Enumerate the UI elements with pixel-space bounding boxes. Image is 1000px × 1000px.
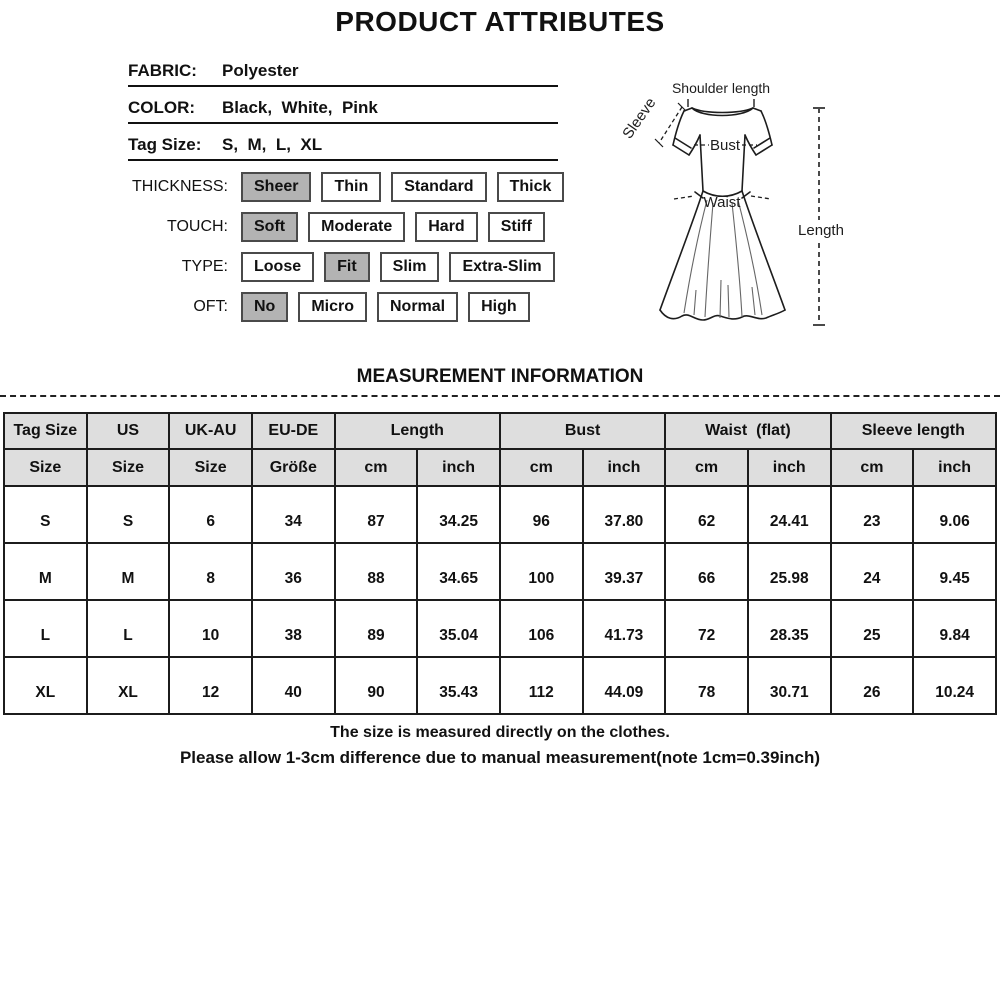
table-cell: S: [87, 486, 170, 543]
table-cell: 25: [831, 600, 914, 657]
sub-header: inch: [417, 449, 500, 486]
table-cell: XL: [87, 657, 170, 714]
tag-size-value: S, M, L, XL: [222, 134, 323, 154]
color-value: Black, White, Pink: [222, 97, 378, 117]
fabric-value: Polyester: [222, 60, 299, 80]
sleeve-label: Sleeve: [619, 94, 660, 143]
table-cell: 36: [252, 543, 335, 600]
type-row: [0, 252, 565, 282]
table-cell: 66: [665, 543, 748, 600]
sub-header: inch: [583, 449, 666, 486]
sub-header: Größe: [252, 449, 335, 486]
sub-header: cm: [335, 449, 418, 486]
chip-slim[interactable]: Slim: [380, 252, 440, 282]
col-header-us: US: [87, 413, 170, 449]
fabric-label: FABRIC:: [128, 60, 197, 80]
sub-header: Size: [4, 449, 87, 486]
chip-soft[interactable]: Soft: [241, 212, 298, 242]
table-cell: 25.98: [748, 543, 831, 600]
sub-header: Size: [87, 449, 170, 486]
measurement-note-2: Please allow 1-3cm difference due to manual measurement(note 1cm=0.39inch): [179, 748, 821, 767]
table-cell: 23: [831, 486, 914, 543]
table-cell: L: [4, 600, 87, 657]
touch-label: TOUCH:: [166, 218, 228, 235]
chip-moderate[interactable]: Moderate: [308, 212, 405, 242]
length-label: Length: [798, 222, 844, 239]
sleeve-tick-bottom: [655, 139, 663, 147]
type-chips: [241, 252, 565, 282]
table-cell: 10: [169, 600, 252, 657]
table-cell: L: [87, 600, 170, 657]
chip-no[interactable]: No: [241, 292, 288, 322]
measurement-section-title: MEASUREMENT INFORMATION: [356, 366, 644, 387]
table-cell: 96: [500, 486, 583, 543]
sub-header: cm: [831, 449, 914, 486]
table-cell: 9.84: [913, 600, 996, 657]
chip-standard[interactable]: Standard: [391, 172, 486, 202]
sub-header: inch: [748, 449, 831, 486]
table-cell: 9.45: [913, 543, 996, 600]
table-cell: 34: [252, 486, 335, 543]
attribute-row-color: [128, 93, 558, 124]
dress-diagram: [610, 75, 870, 340]
chip-extra-slim[interactable]: Extra-Slim: [449, 252, 554, 282]
table-cell: 88: [335, 543, 418, 600]
thickness-chips: [241, 172, 574, 202]
sub-header: inch: [913, 449, 996, 486]
sub-header: cm: [665, 449, 748, 486]
oft-label: OFT:: [193, 298, 228, 315]
table-group-header-row: [4, 413, 996, 449]
color-label: COLOR:: [128, 97, 196, 117]
sub-header: Size: [169, 449, 252, 486]
table-cell: 10.24: [913, 657, 996, 714]
waist-label: Waist: [703, 194, 741, 211]
table-cell: S: [4, 486, 87, 543]
table-cell: 34.65: [417, 543, 500, 600]
chip-micro[interactable]: Micro: [298, 292, 367, 322]
col-header-length: Length: [335, 413, 500, 449]
table-cell: 30.71: [748, 657, 831, 714]
skirt-fold-lines: [684, 200, 762, 318]
chip-thin[interactable]: Thin: [321, 172, 381, 202]
chip-normal[interactable]: Normal: [377, 292, 458, 322]
table-cell: 40: [252, 657, 335, 714]
chip-stiff[interactable]: Stiff: [488, 212, 545, 242]
table-cell: 24: [831, 543, 914, 600]
table-cell: 89: [335, 600, 418, 657]
chip-thick[interactable]: Thick: [497, 172, 565, 202]
col-header-uk-au: UK-AU: [169, 413, 252, 449]
table-cell: 12: [169, 657, 252, 714]
table-cell: 35.43: [417, 657, 500, 714]
table-cell: 39.37: [583, 543, 666, 600]
table-cell: 62: [665, 486, 748, 543]
col-header-sleeve-length: Sleeve length: [831, 413, 996, 449]
col-header-tag-size: Tag Size: [4, 413, 87, 449]
size-row-l: [4, 600, 996, 657]
table-cell: 44.09: [583, 657, 666, 714]
table-cell: 72: [665, 600, 748, 657]
table-cell: 8: [169, 543, 252, 600]
table-cell: 112: [500, 657, 583, 714]
table-cell: 34.25: [417, 486, 500, 543]
table-cell: 106: [500, 600, 583, 657]
sub-header: cm: [500, 449, 583, 486]
touch-row: [0, 212, 555, 242]
chip-sheer[interactable]: Sheer: [241, 172, 311, 202]
attribute-row-tag-size: [128, 130, 558, 161]
table-cell: XL: [4, 657, 87, 714]
shoulder-length-label: Shoulder length: [671, 80, 771, 96]
dashed-divider: [0, 395, 1000, 397]
tag-size-label: Tag Size:: [128, 134, 202, 154]
attribute-row-fabric: [128, 56, 558, 87]
table-cell: 90: [335, 657, 418, 714]
bust-label: Bust: [709, 137, 741, 154]
col-header-waist: Waist (flat): [665, 413, 830, 449]
measurement-note-1: The size is measured directly on the clothes.: [330, 724, 670, 741]
table-cell: M: [87, 543, 170, 600]
waist-dash-line-left: [674, 196, 694, 199]
table-cell: 35.04: [417, 600, 500, 657]
col-header-bust: Bust: [500, 413, 665, 449]
type-label: TYPE:: [181, 258, 228, 275]
table-cell: 6: [169, 486, 252, 543]
col-header-eu-de: EU-DE: [252, 413, 335, 449]
table-cell: 38: [252, 600, 335, 657]
table-cell: 24.41: [748, 486, 831, 543]
chip-loose[interactable]: Loose: [241, 252, 314, 282]
size-row-xl: [4, 657, 996, 714]
table-cell: M: [4, 543, 87, 600]
table-cell: 100: [500, 543, 583, 600]
measurement-table: [3, 412, 997, 715]
chip-hard[interactable]: Hard: [415, 212, 477, 242]
chip-fit[interactable]: Fit: [324, 252, 370, 282]
table-cell: 26: [831, 657, 914, 714]
oft-chips: [241, 292, 540, 322]
thickness-label: THICKNESS:: [131, 178, 228, 195]
table-sub-header-row: [4, 449, 996, 486]
size-row-s: [4, 486, 996, 543]
chip-high[interactable]: High: [468, 292, 530, 322]
table-cell: 78: [665, 657, 748, 714]
table-cell: 37.80: [583, 486, 666, 543]
table-cell: 28.35: [748, 600, 831, 657]
table-cell: 41.73: [583, 600, 666, 657]
table-cell: 9.06: [913, 486, 996, 543]
page-title: PRODUCT ATTRIBUTES: [335, 6, 665, 37]
waist-dash-line-right: [751, 196, 771, 199]
size-row-m: [4, 543, 996, 600]
thickness-row: [0, 172, 574, 202]
sleeve-tick-top: [678, 103, 686, 111]
oft-row: [0, 292, 540, 322]
touch-chips: [241, 212, 555, 242]
table-cell: 87: [335, 486, 418, 543]
